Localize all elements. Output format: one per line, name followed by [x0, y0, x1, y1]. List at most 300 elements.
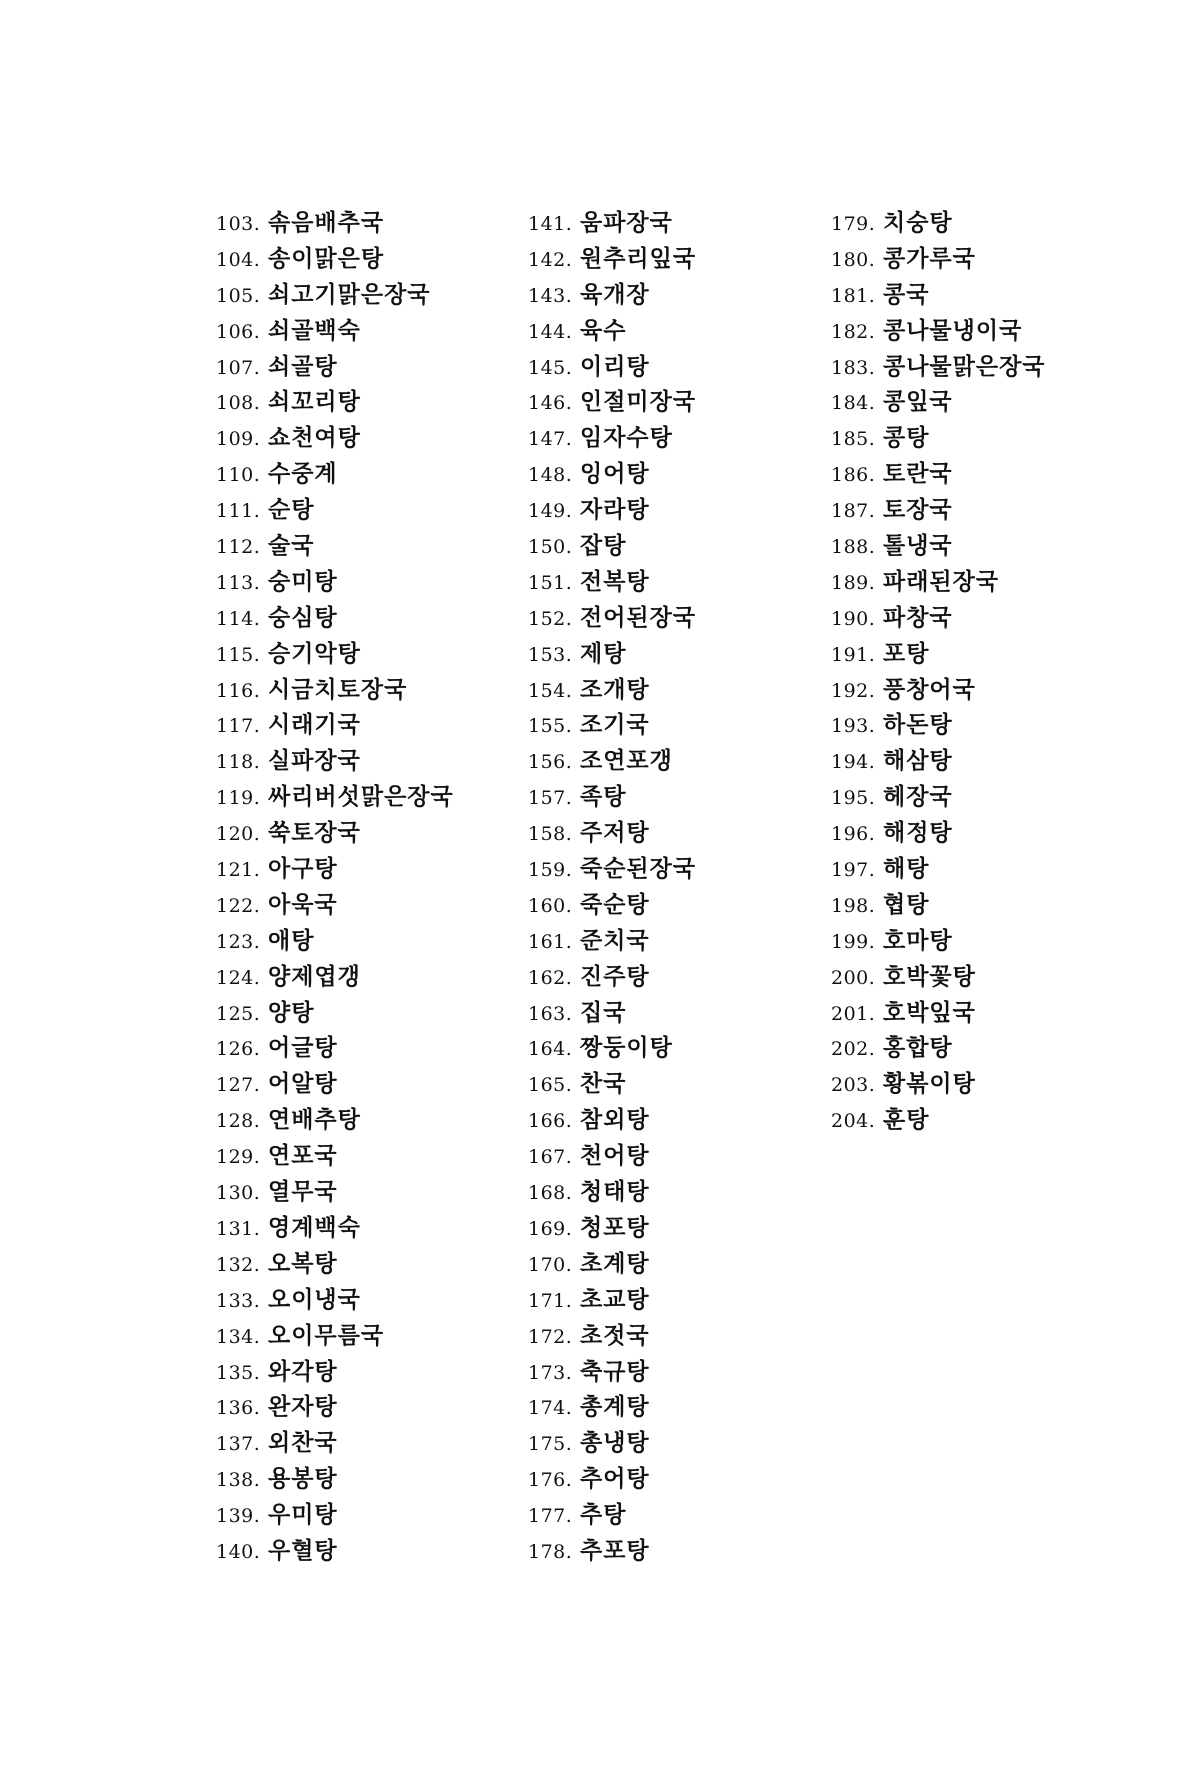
list-item [216, 313, 454, 349]
list-item [528, 277, 696, 313]
item-name: 파래된장국 [883, 567, 1000, 595]
item-name: 해삼탕 [883, 747, 953, 775]
item-number: 201. [831, 1002, 876, 1025]
item-name: 협탕 [883, 890, 930, 918]
list-item [216, 995, 454, 1031]
list-item [528, 1282, 696, 1318]
list-item [528, 1354, 696, 1390]
item-number: 187. [831, 500, 876, 523]
item-number: 178. [528, 1540, 573, 1563]
list-item [216, 1174, 454, 1210]
item-name: 하돈탕 [883, 711, 953, 739]
list-item [216, 672, 454, 708]
item-number: 119. [216, 787, 261, 810]
item-name: 숭심탕 [268, 603, 338, 631]
item-name: 송이맑은탕 [268, 244, 385, 272]
item-name: 영계백숙 [268, 1213, 361, 1241]
item-name: 천어탕 [580, 1142, 650, 1170]
item-name: 시래기국 [268, 711, 361, 739]
item-name: 숭미탕 [268, 567, 338, 595]
item-number: 152. [528, 607, 573, 630]
item-number: 191. [831, 643, 876, 666]
item-name: 쇠골백숙 [268, 316, 361, 344]
item-number: 108. [216, 392, 261, 415]
list-item [216, 636, 454, 672]
list-item [528, 528, 696, 564]
item-number: 181. [831, 284, 876, 307]
list-item [528, 349, 696, 385]
list-item [216, 959, 454, 995]
list-item [831, 851, 1046, 887]
item-name: 족탕 [580, 783, 627, 811]
item-number: 202. [831, 1038, 876, 1061]
item-number: 136. [216, 1397, 261, 1420]
list-item [528, 1497, 696, 1533]
list-column-2 [528, 205, 696, 1569]
item-name: 수중계 [268, 460, 338, 488]
item-number: 173. [528, 1361, 573, 1384]
item-name: 콩가루국 [883, 244, 976, 272]
list-item [216, 384, 454, 420]
item-name: 열무국 [268, 1178, 338, 1206]
item-number: 111. [216, 500, 261, 523]
item-name: 준치국 [580, 926, 650, 954]
item-number: 168. [528, 1182, 573, 1205]
item-number: 151. [528, 571, 573, 594]
list-item [216, 1533, 454, 1569]
item-name: 어알탕 [268, 1070, 338, 1098]
list-item [216, 1102, 454, 1138]
item-name: 아욱국 [268, 890, 338, 918]
list-item [216, 528, 454, 564]
list-item [528, 564, 696, 600]
item-name: 콩국 [883, 280, 930, 308]
list-item [528, 779, 696, 815]
item-name: 육개장 [580, 280, 650, 308]
item-name: 쇠골탕 [268, 352, 338, 380]
list-item [216, 205, 454, 241]
list-item [216, 815, 454, 851]
item-name: 육수 [580, 316, 627, 344]
item-name: 콩나물맑은장국 [883, 352, 1046, 380]
list-item [831, 600, 1046, 636]
list-item [528, 1102, 696, 1138]
item-name: 죽순된장국 [580, 855, 697, 883]
item-number: 139. [216, 1505, 261, 1528]
item-name: 전복탕 [580, 567, 650, 595]
item-number: 144. [528, 320, 573, 343]
list-item [216, 779, 454, 815]
list-item [528, 456, 696, 492]
list-item [528, 1425, 696, 1461]
item-number: 130. [216, 1182, 261, 1205]
item-number: 149. [528, 500, 573, 523]
item-number: 171. [528, 1289, 573, 1312]
item-name: 오이무름국 [268, 1321, 385, 1349]
item-name: 홍합탕 [883, 1034, 953, 1062]
item-name: 연배추탕 [268, 1106, 361, 1134]
item-number: 140. [216, 1540, 261, 1563]
list-item [831, 277, 1046, 313]
item-number: 160. [528, 894, 573, 917]
item-number: 133. [216, 1289, 261, 1312]
item-name: 움파장국 [580, 209, 673, 236]
item-number: 163. [528, 1002, 573, 1025]
item-number: 188. [831, 536, 876, 559]
item-name: 시금치토장국 [268, 675, 408, 703]
list-item [831, 887, 1046, 923]
item-number: 106. [216, 320, 261, 343]
list-item [831, 1030, 1046, 1066]
list-item [831, 707, 1046, 743]
list-item [528, 1066, 696, 1102]
item-number: 199. [831, 930, 876, 953]
item-name: 연포국 [268, 1142, 338, 1170]
item-name: 토장국 [883, 496, 953, 524]
item-name: 원추리잎국 [580, 244, 697, 272]
list-item [216, 277, 454, 313]
item-number: 161. [528, 930, 573, 953]
item-number: 203. [831, 1074, 876, 1097]
item-name: 승기악탕 [268, 639, 361, 667]
item-number: 104. [216, 248, 261, 271]
item-name: 축규탕 [580, 1357, 650, 1385]
list-item [216, 887, 454, 923]
item-number: 125. [216, 1002, 261, 1025]
list-item [528, 1246, 696, 1282]
list-item [831, 779, 1046, 815]
item-name: 오복탕 [268, 1249, 338, 1277]
item-number: 204. [831, 1110, 876, 1133]
item-number: 190. [831, 607, 876, 630]
item-number: 157. [528, 787, 573, 810]
list-item [831, 995, 1046, 1031]
item-name: 참외탕 [580, 1106, 650, 1134]
item-name: 완자탕 [268, 1393, 338, 1421]
list-item [528, 887, 696, 923]
item-name: 추탕 [580, 1501, 627, 1529]
list-item [831, 313, 1046, 349]
list-item [528, 923, 696, 959]
list-item [831, 743, 1046, 779]
item-name: 용봉탕 [268, 1465, 338, 1493]
item-name: 싸리버섯맑은장국 [268, 783, 454, 811]
item-number: 122. [216, 894, 261, 917]
item-name: 죽순탕 [580, 890, 650, 918]
item-number: 147. [528, 428, 573, 451]
item-number: 112. [216, 536, 261, 559]
list-item [216, 420, 454, 456]
item-name: 초젓국 [580, 1321, 650, 1349]
item-number: 162. [528, 966, 573, 989]
item-name: 해정탕 [883, 819, 953, 847]
list-item [831, 420, 1046, 456]
list-item [528, 492, 696, 528]
item-name: 순탕 [268, 496, 315, 524]
item-number: 193. [831, 715, 876, 738]
item-name: 쑥토장국 [268, 819, 361, 847]
item-name: 와각탕 [268, 1357, 338, 1385]
item-number: 189. [831, 571, 876, 594]
list-item [528, 851, 696, 887]
list-item [528, 1174, 696, 1210]
item-number: 150. [528, 536, 573, 559]
item-number: 145. [528, 356, 573, 379]
list-item [216, 1030, 454, 1066]
list-item [528, 420, 696, 456]
item-name: 총냉탕 [580, 1429, 650, 1457]
item-name: 추어탕 [580, 1465, 650, 1493]
item-name: 오이냉국 [268, 1285, 361, 1313]
list-item [528, 815, 696, 851]
list-item [831, 923, 1046, 959]
list-item [216, 743, 454, 779]
item-number: 137. [216, 1433, 261, 1456]
item-name: 제탕 [580, 639, 627, 667]
item-number: 169. [528, 1217, 573, 1240]
item-number: 195. [831, 787, 876, 810]
item-number: 141. [528, 213, 573, 235]
item-number: 172. [528, 1325, 573, 1348]
list-item [528, 636, 696, 672]
item-number: 194. [831, 751, 876, 774]
list-item [216, 1497, 454, 1533]
list-item [528, 1533, 696, 1569]
item-name: 호마탕 [883, 926, 953, 954]
list-column-3 [831, 205, 1046, 1138]
item-number: 158. [528, 823, 573, 846]
list-item [216, 707, 454, 743]
item-number: 113. [216, 571, 261, 594]
item-number: 124. [216, 966, 261, 989]
list-item [216, 1354, 454, 1390]
list-item [831, 959, 1046, 995]
list-item [528, 959, 696, 995]
list-item [216, 923, 454, 959]
item-number: 123. [216, 930, 261, 953]
list-item [831, 815, 1046, 851]
item-name: 잉어탕 [580, 460, 650, 488]
list-item [528, 1030, 696, 1066]
list-item [831, 1102, 1046, 1138]
item-name: 치숭탕 [883, 209, 953, 236]
list-item [216, 1461, 454, 1497]
list-item [216, 349, 454, 385]
item-number: 175. [528, 1433, 573, 1456]
list-item [216, 1066, 454, 1102]
item-number: 116. [216, 679, 261, 702]
item-name: 청포탕 [580, 1213, 650, 1241]
list-item [216, 564, 454, 600]
item-name: 파창국 [883, 603, 953, 631]
list-item [528, 743, 696, 779]
item-number: 135. [216, 1361, 261, 1384]
list-item [528, 384, 696, 420]
item-number: 132. [216, 1253, 261, 1276]
item-number: 164. [528, 1038, 573, 1061]
list-item [528, 672, 696, 708]
item-name: 인절미장국 [580, 388, 697, 416]
item-name: 풍창어국 [883, 675, 976, 703]
list-item [831, 564, 1046, 600]
item-name: 조연포갱 [580, 747, 673, 775]
list-item [216, 1210, 454, 1246]
item-number: 183. [831, 356, 876, 379]
item-number: 114. [216, 607, 261, 630]
item-number: 182. [831, 320, 876, 343]
item-name: 쇠고기맑은장국 [268, 280, 431, 308]
item-number: 131. [216, 1217, 261, 1240]
item-number: 200. [831, 966, 876, 989]
item-number: 176. [528, 1469, 573, 1492]
item-number: 103. [216, 213, 261, 235]
item-name: 우혈탕 [268, 1536, 338, 1564]
list-item [528, 205, 696, 241]
item-name: 쇼천여탕 [268, 424, 361, 452]
list-item [831, 349, 1046, 385]
list-item [216, 851, 454, 887]
item-number: 128. [216, 1110, 261, 1133]
item-number: 120. [216, 823, 261, 846]
list-item [528, 600, 696, 636]
item-number: 197. [831, 859, 876, 882]
list-item [528, 995, 696, 1031]
item-number: 177. [528, 1505, 573, 1528]
list-item [528, 1389, 696, 1425]
item-number: 196. [831, 823, 876, 846]
item-number: 118. [216, 751, 261, 774]
item-number: 170. [528, 1253, 573, 1276]
list-item [216, 241, 454, 277]
item-name: 총계탕 [580, 1393, 650, 1421]
item-name: 톨냉국 [883, 532, 953, 560]
item-name: 호박꽃탕 [883, 962, 976, 990]
item-number: 167. [528, 1146, 573, 1169]
list-item [216, 1389, 454, 1425]
list-item [831, 456, 1046, 492]
item-name: 전어된장국 [580, 603, 697, 631]
item-name: 콩나물냉이국 [883, 316, 1023, 344]
list-item [831, 492, 1046, 528]
item-number: 121. [216, 859, 261, 882]
item-number: 129. [216, 1146, 261, 1169]
list-item [528, 1461, 696, 1497]
item-name: 양탕 [268, 998, 315, 1026]
item-name: 조개탕 [580, 675, 650, 703]
list-item [528, 1210, 696, 1246]
list-item [216, 1138, 454, 1174]
item-number: 165. [528, 1074, 573, 1097]
list-item [528, 1138, 696, 1174]
item-number: 138. [216, 1469, 261, 1492]
item-number: 143. [528, 284, 573, 307]
item-name: 애탕 [268, 926, 315, 954]
list-item [216, 492, 454, 528]
item-number: 153. [528, 643, 573, 666]
item-name: 콩잎국 [883, 388, 953, 416]
item-name: 조기국 [580, 711, 650, 739]
item-number: 186. [831, 464, 876, 487]
list-item [216, 1282, 454, 1318]
item-name: 솎음배추국 [268, 209, 385, 236]
list-item [216, 1246, 454, 1282]
item-name: 실파장국 [268, 747, 361, 775]
item-name: 외찬국 [268, 1429, 338, 1457]
list-item [216, 1318, 454, 1354]
item-name: 해탕 [883, 855, 930, 883]
item-number: 142. [528, 248, 573, 271]
item-number: 184. [831, 392, 876, 415]
item-number: 155. [528, 715, 573, 738]
item-name: 추포탕 [580, 1536, 650, 1564]
item-name: 호박잎국 [883, 998, 976, 1026]
item-number: 127. [216, 1074, 261, 1097]
item-number: 110. [216, 464, 261, 487]
list-item [528, 707, 696, 743]
item-number: 198. [831, 894, 876, 917]
item-number: 159. [528, 859, 573, 882]
list-item [216, 600, 454, 636]
item-name: 콩탕 [883, 424, 930, 452]
list-item [831, 672, 1046, 708]
list-item [831, 241, 1046, 277]
item-number: 166. [528, 1110, 573, 1133]
list-item [831, 1066, 1046, 1102]
item-name: 초교탕 [580, 1285, 650, 1313]
item-number: 185. [831, 428, 876, 451]
list-item [831, 205, 1046, 241]
item-name: 초계탕 [580, 1249, 650, 1277]
item-number: 117. [216, 715, 261, 738]
list-item [831, 384, 1046, 420]
item-name: 짱둥이탕 [580, 1034, 673, 1062]
item-name: 포탕 [883, 639, 930, 667]
item-name: 훈탕 [883, 1106, 930, 1134]
list-item [216, 456, 454, 492]
item-name: 잡탕 [580, 532, 627, 560]
item-number: 148. [528, 464, 573, 487]
item-name: 이리탕 [580, 352, 650, 380]
item-name: 어글탕 [268, 1034, 338, 1062]
list-item [528, 241, 696, 277]
item-name: 헤장국 [883, 783, 953, 811]
item-number: 134. [216, 1325, 261, 1348]
item-name: 임자수탕 [580, 424, 673, 452]
item-name: 아구탕 [268, 855, 338, 883]
item-number: 179. [831, 213, 876, 235]
item-number: 126. [216, 1038, 261, 1061]
list-item [528, 1318, 696, 1354]
item-name: 주저탕 [580, 819, 650, 847]
item-name: 쇠꼬리탕 [268, 388, 361, 416]
item-number: 174. [528, 1397, 573, 1420]
list-item [831, 636, 1046, 672]
list-item [216, 1425, 454, 1461]
item-name: 양제엽갱 [268, 962, 361, 990]
item-number: 154. [528, 679, 573, 702]
item-number: 180. [831, 248, 876, 271]
item-name: 찬국 [580, 1070, 627, 1098]
item-number: 109. [216, 428, 261, 451]
item-name: 진주탕 [580, 962, 650, 990]
item-number: 107. [216, 356, 261, 379]
list-item [831, 528, 1046, 564]
item-name: 황볶이탕 [883, 1070, 976, 1098]
item-number: 105. [216, 284, 261, 307]
item-name: 자라탕 [580, 496, 650, 524]
list-item [528, 313, 696, 349]
item-number: 146. [528, 392, 573, 415]
